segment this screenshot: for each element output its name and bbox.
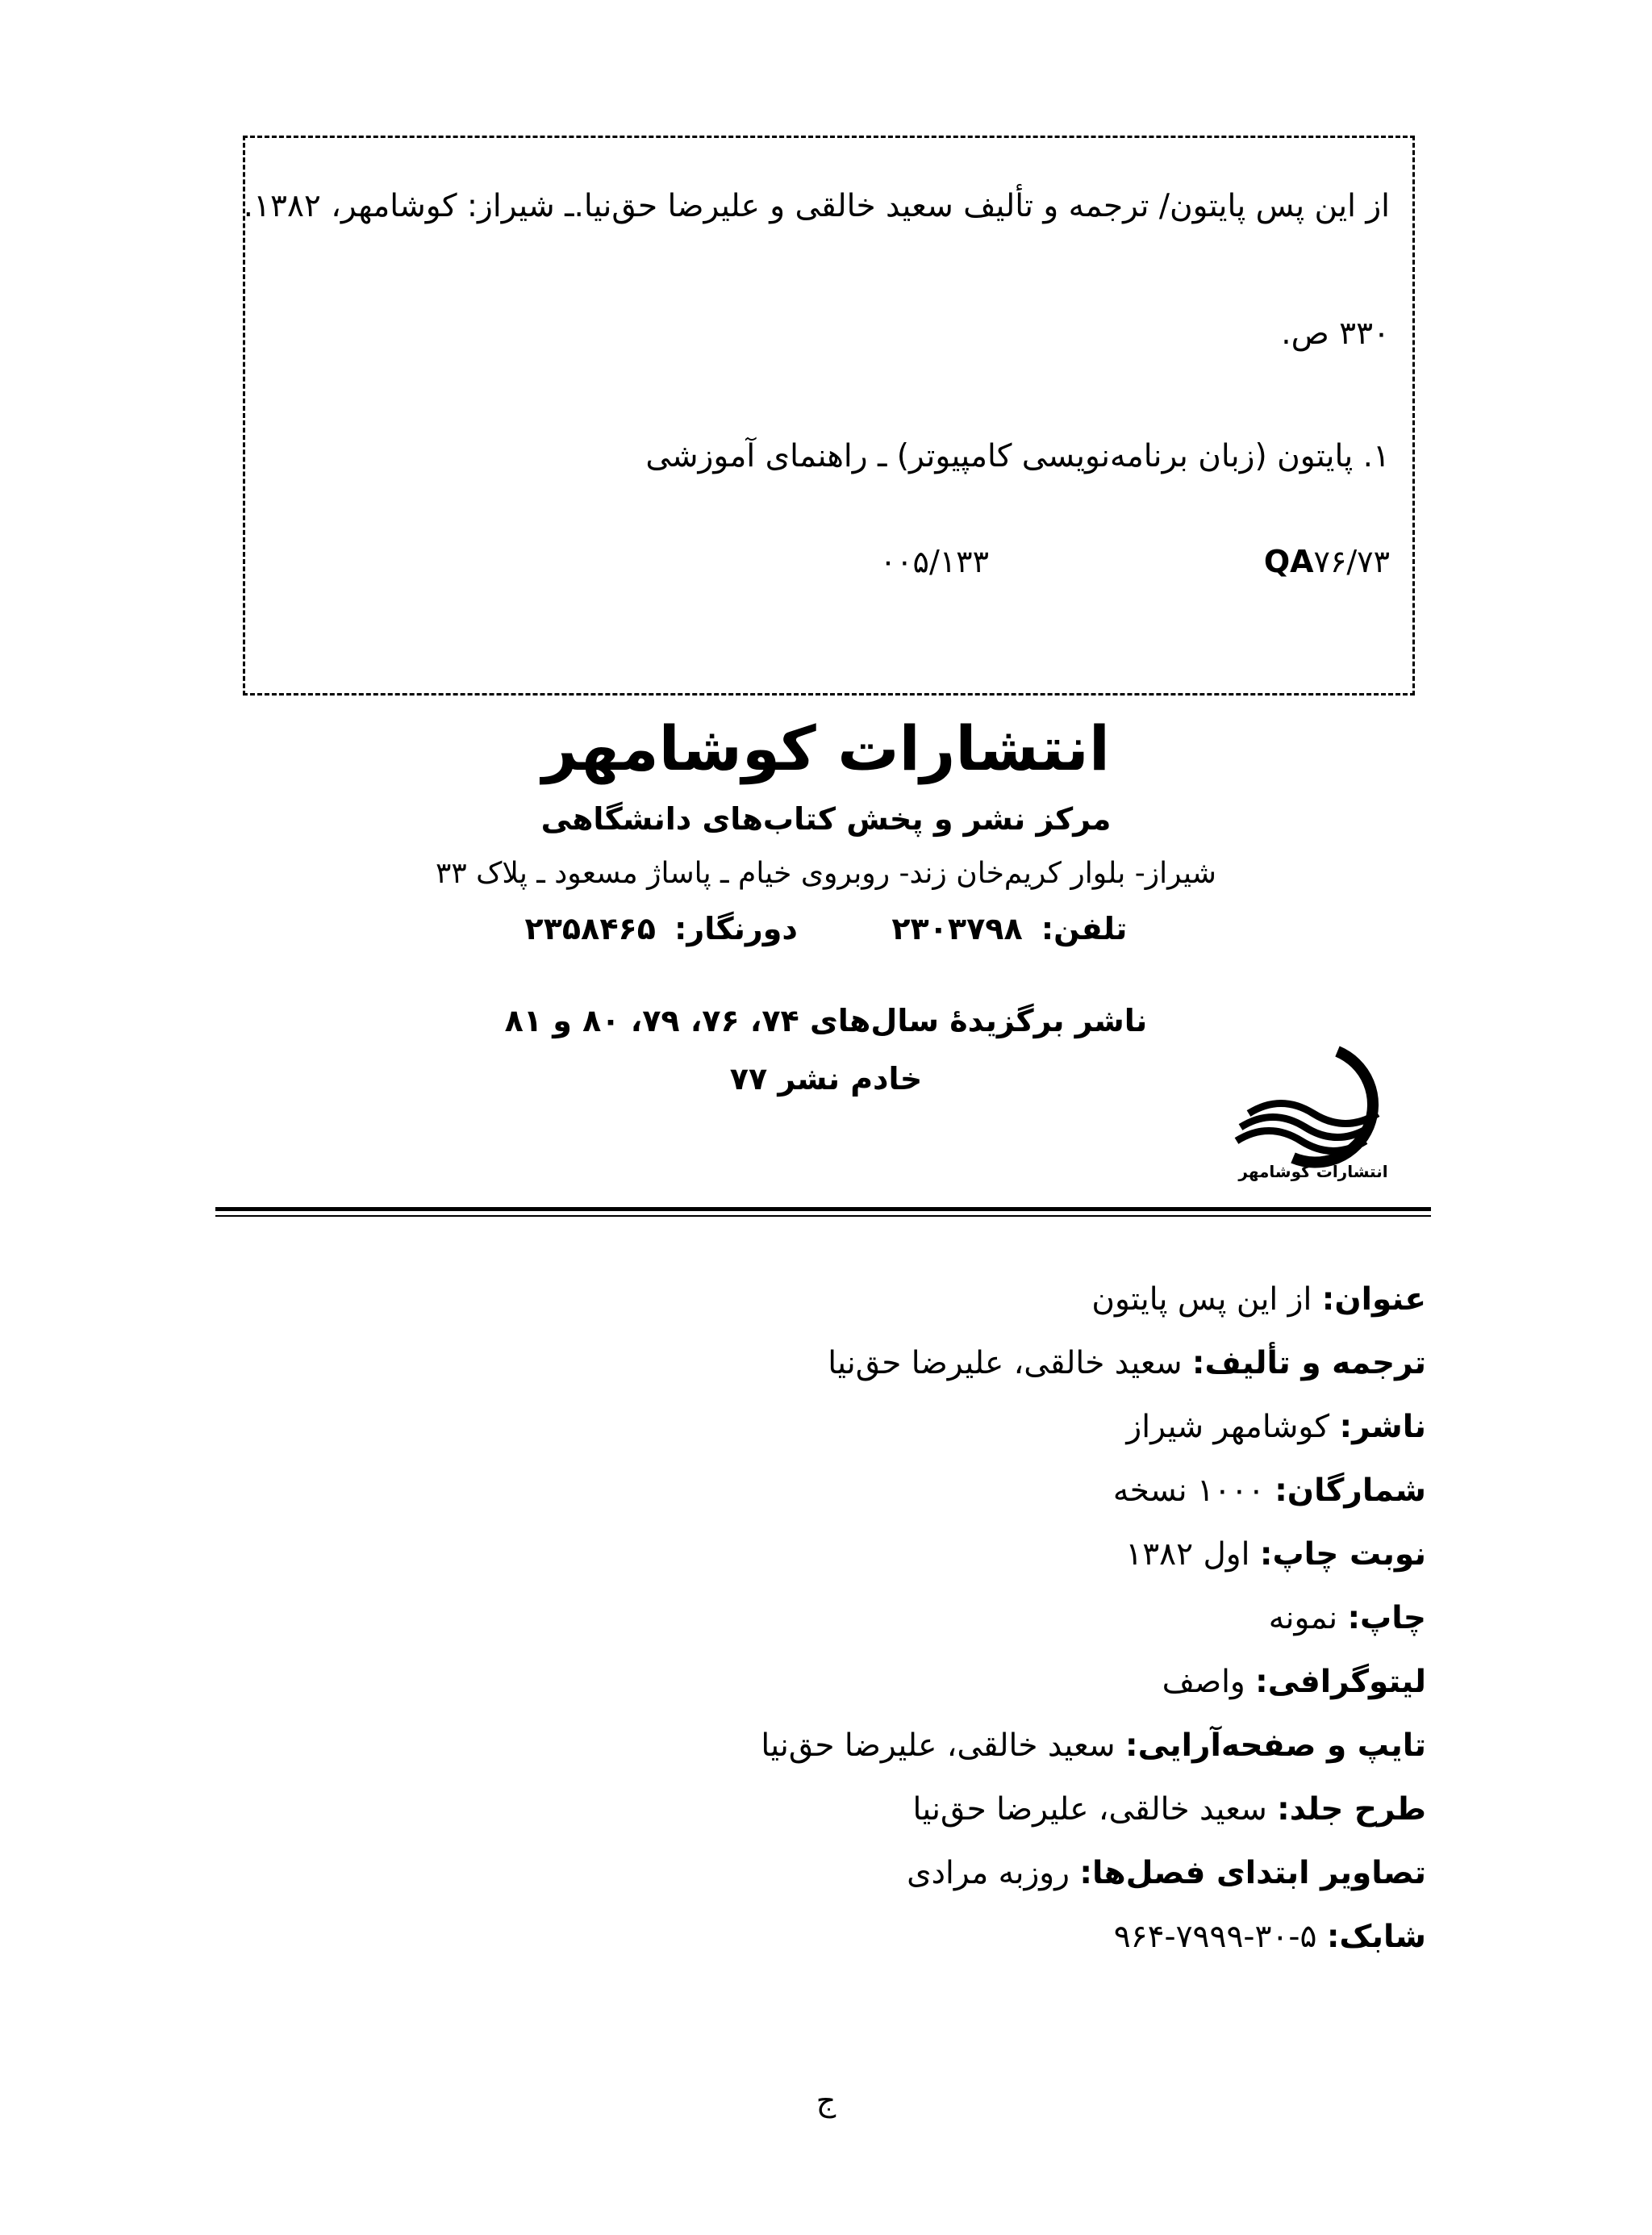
- detail-publisher: ناشر: کوشامهر شیراز: [1126, 1409, 1426, 1445]
- fax-number: ۲۳۵۸۴۶۵: [524, 911, 656, 946]
- catalog-dewey-classification: ۰۰۵/۱۳۳: [879, 544, 989, 579]
- catalog-lc-classification: [1264, 541, 1390, 582]
- detail-printing: چاپ: نمونه: [1268, 1600, 1426, 1636]
- logo-caption: انتشارات کوشامهر: [1238, 1162, 1388, 1181]
- detail-print-run: شمارگان: ۱۰۰۰ نسخه: [1112, 1473, 1426, 1509]
- detail-cover-design: طرح جلد: سعید خالقی، علیرضا حق‌نیا: [912, 1791, 1426, 1828]
- phone-number: ۲۳۰۳۷۹۸: [891, 911, 1023, 946]
- fax-label: دورنگار:: [674, 911, 798, 946]
- publisher-address: شیراز- بلوار کریم‌خان زند- روبروی خیام ـ پاساژ مسعود ـ پلاک ۳۳: [436, 857, 1216, 890]
- detail-lithography: لیتوگرافی: واصف: [1162, 1664, 1426, 1700]
- separator-line-thin: [215, 1215, 1431, 1217]
- detail-authors: ترجمه و تألیف: سعید خالقی، علیرضا حق‌نیا: [828, 1345, 1426, 1381]
- detail-edition: نوبت چاپ: اول ۱۳۸۲: [1125, 1536, 1426, 1573]
- publisher-subtitle: مرکز نشر و پخش کتاب‌های دانشگاهی: [540, 801, 1112, 837]
- catalog-entry-line: از این پس پایتون/ ترجمه و تألیف سعید خالقی و علیرضا حق‌نیا.ـ شیراز: کوشامهر، ۱۳۸۲.: [243, 188, 1390, 224]
- separator-line: [215, 1207, 1431, 1211]
- publisher-contact: [0, 909, 1652, 949]
- publisher-award-secondary: خادم نشر ۷۷: [729, 1061, 923, 1097]
- phone-label: تلفن:: [1041, 911, 1128, 946]
- detail-title: عنوان: از این پس پایتون: [1091, 1281, 1426, 1318]
- detail-chapter-images: تصاویر ابتدای فصل‌ها: روزبه مرادی: [907, 1855, 1426, 1891]
- catalog-subject-line: ۱. پایتون (زبان برنامه‌نویسی کامپیوتر) ـ راهنمای آموزشی: [645, 438, 1390, 474]
- page-number: ج: [816, 2083, 836, 2118]
- lc-prefix: QA: [1263, 544, 1314, 579]
- catalog-card: [243, 136, 1415, 696]
- detail-isbn: شابک: ۵-۳۰-۷۹۹۹-۹۶۴: [1113, 1919, 1426, 1955]
- catalog-pages-line: ۳۳۰ ص.: [1281, 315, 1390, 352]
- detail-typesetting: تایپ و صفحه‌آرایی: سعید خالقی، علیرضا حق‌نیا: [761, 1727, 1426, 1764]
- publisher-award: ناشر برگزیدهٔ سال‌های ۷۴، ۷۶، ۷۹، ۸۰ و ۸۱: [504, 1003, 1148, 1038]
- publisher-name: انتشارات کوشامهر: [542, 712, 1110, 784]
- lc-number: ۷۶/۷۳: [1313, 544, 1390, 579]
